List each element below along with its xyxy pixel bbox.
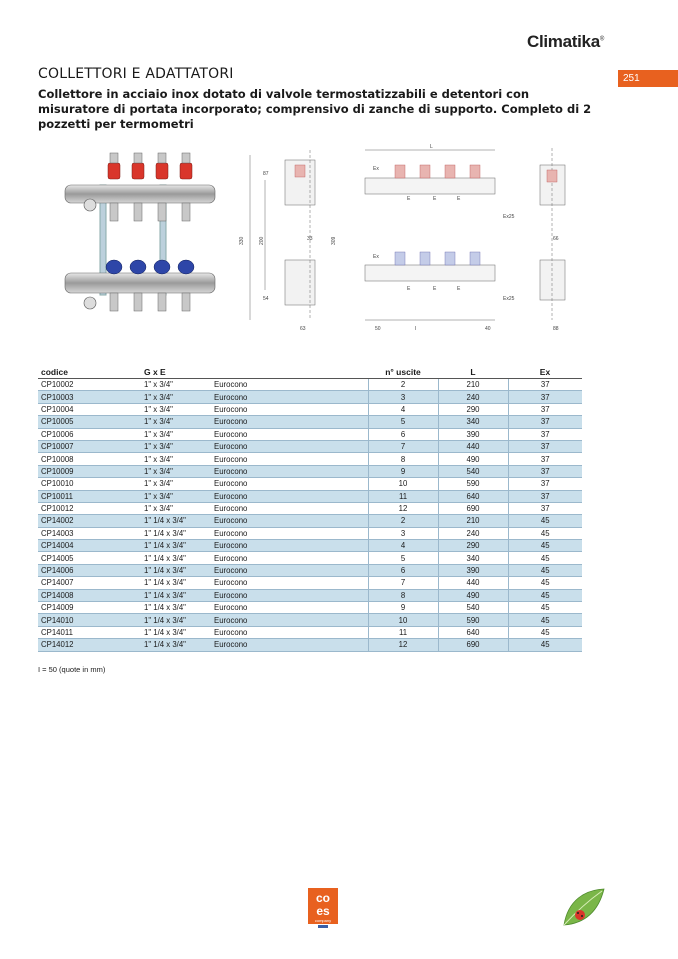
cell-ex: 45 <box>508 577 582 589</box>
cell-type: Eurocono <box>211 540 368 552</box>
cell-code: CP10002 <box>38 379 141 391</box>
cell-ex: 37 <box>508 453 582 465</box>
cell-ex: 37 <box>508 428 582 440</box>
cell-l: 290 <box>438 403 508 415</box>
dim-200: 200 <box>259 236 265 245</box>
dim-33: 33 <box>307 236 313 242</box>
table-row <box>38 453 582 465</box>
table-row <box>38 490 582 502</box>
cell-ex: 37 <box>508 391 582 403</box>
dim-e-2: E <box>433 196 437 202</box>
table-row <box>38 502 582 514</box>
cell-gxe: 1" 1/4 x 3/4" <box>141 515 211 527</box>
cell-code: CP10012 <box>38 502 141 514</box>
eco-leaf-logo <box>560 885 606 929</box>
cell-l: 340 <box>438 416 508 428</box>
cell-type: Eurocono <box>211 626 368 638</box>
svg-text:es: es <box>316 904 330 918</box>
cell-type: Eurocono <box>211 502 368 514</box>
cell-uscite: 2 <box>368 379 438 391</box>
product-table <box>38 365 582 652</box>
cell-gxe: 1" 1/4 x 3/4" <box>141 577 211 589</box>
cell-type: Eurocono <box>211 465 368 477</box>
cell-gxe: 1" x 3/4" <box>141 502 211 514</box>
dim-87: 87 <box>263 171 269 177</box>
cell-ex: 37 <box>508 490 582 502</box>
cell-gxe: 1" x 3/4" <box>141 465 211 477</box>
footnote: I = 50 (quote in mm) <box>38 665 106 674</box>
cell-l: 210 <box>438 515 508 527</box>
cell-ex: 37 <box>508 403 582 415</box>
cell-code: CP10008 <box>38 453 141 465</box>
technical-drawing <box>235 140 590 335</box>
cell-uscite: 3 <box>368 527 438 539</box>
cell-gxe: 1" 1/4 x 3/4" <box>141 540 211 552</box>
cell-gxe: 1" x 3/4" <box>141 379 211 391</box>
cell-uscite: 6 <box>368 428 438 440</box>
table-header <box>38 365 582 379</box>
cell-l: 690 <box>438 639 508 651</box>
cell-type: Eurocono <box>211 416 368 428</box>
table-row <box>38 465 582 477</box>
dim-e-5: E <box>433 286 437 292</box>
cell-uscite: 7 <box>368 577 438 589</box>
cell-gxe: 1" x 3/4" <box>141 428 211 440</box>
cell-l: 240 <box>438 391 508 403</box>
dim-l: L <box>430 144 433 150</box>
dim-330: 330 <box>239 236 245 245</box>
cell-code: CP14011 <box>38 626 141 638</box>
svg-text:company: company <box>314 918 332 923</box>
cell-ex: 45 <box>508 589 582 601</box>
cell-l: 440 <box>438 577 508 589</box>
cell-gxe: 1" 1/4 x 3/4" <box>141 626 211 638</box>
cell-uscite: 4 <box>368 403 438 415</box>
cell-uscite: 8 <box>368 453 438 465</box>
cell-uscite: 3 <box>368 391 438 403</box>
cell-code: CP14012 <box>38 639 141 651</box>
cell-gxe: 1" x 3/4" <box>141 391 211 403</box>
cell-uscite: 2 <box>368 515 438 527</box>
cell-type: Eurocono <box>211 391 368 403</box>
cell-code: CP10005 <box>38 416 141 428</box>
cell-l: 210 <box>438 379 508 391</box>
cell-type: Eurocono <box>211 515 368 527</box>
header-type <box>211 365 368 379</box>
table-row <box>38 639 582 651</box>
dim-e-1: E <box>407 196 411 202</box>
cell-ex: 37 <box>508 465 582 477</box>
page-title: COLLETTORI E ADATTATORI <box>38 66 234 82</box>
cell-ex: 45 <box>508 626 582 638</box>
cell-l: 440 <box>438 440 508 452</box>
header-l: L <box>438 365 508 379</box>
cell-l: 540 <box>438 465 508 477</box>
table-row <box>38 379 582 391</box>
dim-ex-bottom: Ex <box>373 254 379 260</box>
cell-ex: 45 <box>508 614 582 626</box>
cell-type: Eurocono <box>211 478 368 490</box>
cell-type: Eurocono <box>211 440 368 452</box>
cell-uscite: 11 <box>368 490 438 502</box>
cell-type: Eurocono <box>211 403 368 415</box>
cell-ex: 45 <box>508 527 582 539</box>
cell-ex: 45 <box>508 564 582 576</box>
cell-code: CP14005 <box>38 552 141 564</box>
dim-e-6: E <box>457 286 461 292</box>
table-row <box>38 403 582 415</box>
cell-ex: 37 <box>508 416 582 428</box>
cell-type: Eurocono <box>211 527 368 539</box>
cell-gxe: 1" 1/4 x 3/4" <box>141 639 211 651</box>
cell-type: Eurocono <box>211 379 368 391</box>
cell-l: 240 <box>438 527 508 539</box>
cell-l: 490 <box>438 453 508 465</box>
cell-uscite: 12 <box>368 502 438 514</box>
cell-uscite: 10 <box>368 614 438 626</box>
cell-l: 490 <box>438 589 508 601</box>
cell-gxe: 1" 1/4 x 3/4" <box>141 564 211 576</box>
cell-uscite: 5 <box>368 416 438 428</box>
cell-code: CP14007 <box>38 577 141 589</box>
cell-type: Eurocono <box>211 453 368 465</box>
cell-type: Eurocono <box>211 589 368 601</box>
dim-ex: Ex <box>373 166 379 172</box>
cell-type: Eurocono <box>211 577 368 589</box>
svg-text:co: co <box>315 891 331 905</box>
cell-type: Eurocono <box>211 552 368 564</box>
cell-gxe: 1" x 3/4" <box>141 403 211 415</box>
cell-uscite: 10 <box>368 478 438 490</box>
cell-ex: 45 <box>508 515 582 527</box>
table-row <box>38 428 582 440</box>
dim-40: 40 <box>485 326 491 332</box>
cell-l: 540 <box>438 602 508 614</box>
cell-type: Eurocono <box>211 564 368 576</box>
cell-uscite: 12 <box>368 639 438 651</box>
cell-l: 390 <box>438 428 508 440</box>
cell-gxe: 1" 1/4 x 3/4" <box>141 552 211 564</box>
dim-ex25-bottom: Ex25 <box>503 296 515 302</box>
cell-gxe: 1" 1/4 x 3/4" <box>141 614 211 626</box>
cell-l: 690 <box>438 502 508 514</box>
cell-code: CP14006 <box>38 564 141 576</box>
dim-e-3: E <box>457 196 461 202</box>
cell-gxe: 1" 1/4 x 3/4" <box>141 602 211 614</box>
cell-code: CP14004 <box>38 540 141 552</box>
cell-gxe: 1" 1/4 x 3/4" <box>141 589 211 601</box>
cell-code: CP10010 <box>38 478 141 490</box>
cell-uscite: 11 <box>368 626 438 638</box>
cell-l: 340 <box>438 552 508 564</box>
dim-50: 50 <box>375 326 381 332</box>
brand-logo: Climatika® <box>526 32 604 51</box>
table-row <box>38 527 582 539</box>
cell-uscite: 7 <box>368 440 438 452</box>
cell-code: CP14003 <box>38 527 141 539</box>
cell-gxe: 1" x 3/4" <box>141 453 211 465</box>
header-codice: codice <box>38 365 141 379</box>
dim-e-4: E <box>407 286 411 292</box>
cell-l: 640 <box>438 626 508 638</box>
cell-code: CP14009 <box>38 602 141 614</box>
dim-ex25: Ex25 <box>503 214 515 220</box>
table-row <box>38 602 582 614</box>
cell-uscite: 9 <box>368 465 438 477</box>
table-row <box>38 552 582 564</box>
cell-type: Eurocono <box>211 614 368 626</box>
dim-309: 309 <box>331 236 337 245</box>
cell-ex: 45 <box>508 639 582 651</box>
table-row <box>38 614 582 626</box>
cell-code: CP14002 <box>38 515 141 527</box>
cell-code: CP14008 <box>38 589 141 601</box>
dim-i: I <box>415 326 417 332</box>
dim-63: 63 <box>300 326 306 332</box>
table-row <box>38 515 582 527</box>
cell-code: CP10007 <box>38 440 141 452</box>
cell-code: CP14010 <box>38 614 141 626</box>
table-row <box>38 577 582 589</box>
cell-gxe: 1" x 3/4" <box>141 490 211 502</box>
cell-code: CP10003 <box>38 391 141 403</box>
product-description: Collettore in acciaio inox dotato di valvole termostatizzabili e detentori con misuratore di portata incorporato; comprensivo di zanche di supporto. Completo di 2 pozzetti per termometri <box>38 87 592 131</box>
page-number-tab: 251 <box>618 70 678 87</box>
cell-ex: 37 <box>508 379 582 391</box>
manifold-photo <box>60 145 220 325</box>
table-row <box>38 478 582 490</box>
cell-code: CP10004 <box>38 403 141 415</box>
dim-66: 66 <box>553 236 559 242</box>
cell-l: 390 <box>438 564 508 576</box>
cell-uscite: 6 <box>368 564 438 576</box>
table-row <box>38 626 582 638</box>
table-row <box>38 564 582 576</box>
cell-uscite: 4 <box>368 540 438 552</box>
coes-logo <box>308 888 338 928</box>
cell-ex: 37 <box>508 440 582 452</box>
cell-gxe: 1" x 3/4" <box>141 416 211 428</box>
cell-uscite: 8 <box>368 589 438 601</box>
dim-88: 88 <box>553 326 559 332</box>
cell-code: CP10011 <box>38 490 141 502</box>
cell-l: 290 <box>438 540 508 552</box>
cell-type: Eurocono <box>211 490 368 502</box>
cell-ex: 37 <box>508 478 582 490</box>
header-ex: Ex <box>508 365 582 379</box>
cell-ex: 37 <box>508 502 582 514</box>
table-row <box>38 440 582 452</box>
cell-code: CP10006 <box>38 428 141 440</box>
table-row <box>38 540 582 552</box>
cell-ex: 45 <box>508 540 582 552</box>
cell-l: 590 <box>438 478 508 490</box>
cell-type: Eurocono <box>211 428 368 440</box>
dim-54: 54 <box>263 296 269 302</box>
cell-type: Eurocono <box>211 602 368 614</box>
cell-gxe: 1" x 3/4" <box>141 440 211 452</box>
cell-code: CP10009 <box>38 465 141 477</box>
cell-ex: 45 <box>508 552 582 564</box>
cell-uscite: 5 <box>368 552 438 564</box>
cell-uscite: 9 <box>368 602 438 614</box>
cell-type: Eurocono <box>211 639 368 651</box>
cell-l: 590 <box>438 614 508 626</box>
cell-gxe: 1" x 3/4" <box>141 478 211 490</box>
cell-ex: 45 <box>508 602 582 614</box>
header-gxe: G x E <box>141 365 211 379</box>
table-row <box>38 589 582 601</box>
header-uscite: n° uscite <box>368 365 438 379</box>
cell-l: 640 <box>438 490 508 502</box>
table-row <box>38 391 582 403</box>
table-row <box>38 416 582 428</box>
cell-gxe: 1" 1/4 x 3/4" <box>141 527 211 539</box>
